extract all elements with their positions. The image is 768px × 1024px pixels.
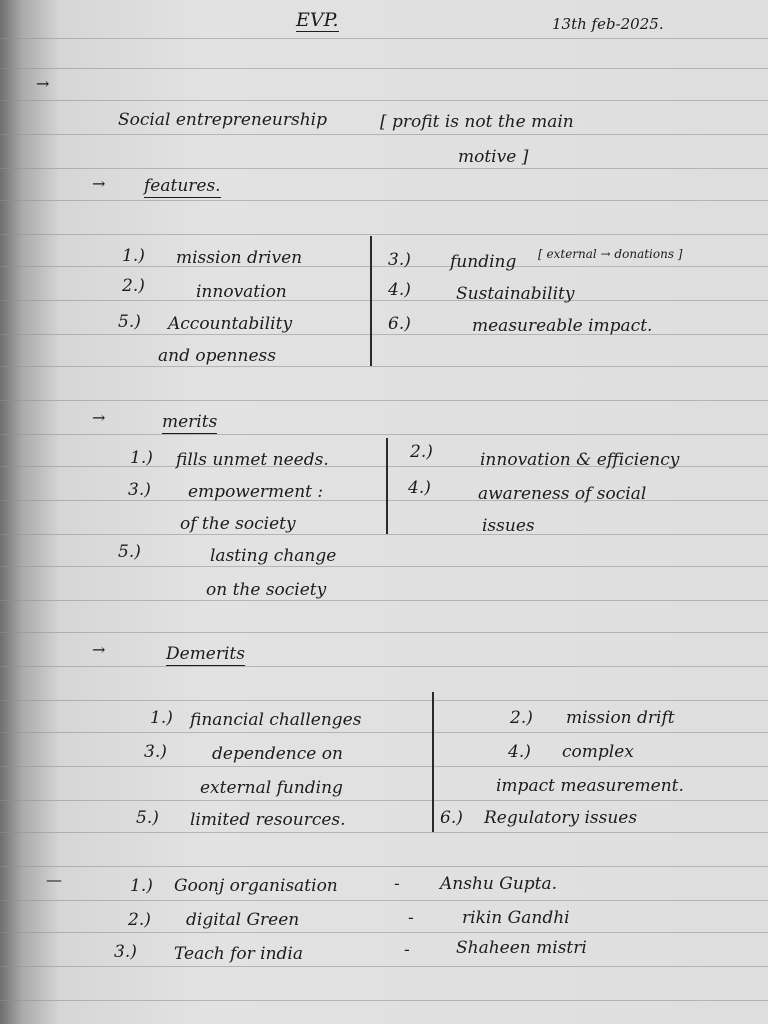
list-item: limited resources. (190, 810, 346, 830)
list-item: measureable impact. (472, 316, 653, 336)
arrow-icon: → (36, 74, 50, 93)
list-item: Regulatory issues (484, 808, 638, 828)
arrow-icon: — (46, 870, 62, 889)
column-divider (432, 692, 434, 832)
list-item: Accountability (168, 314, 293, 334)
list-item-cont: and openness (158, 346, 276, 366)
list-item-number: 5.) (118, 312, 141, 332)
list-item: innovation (196, 282, 287, 302)
list-item-cont: on the society (206, 580, 327, 600)
topic-note-cont: motive ] (458, 147, 529, 167)
list-item: funding (450, 252, 517, 272)
list-item-note: [ external → donations ] (538, 247, 683, 261)
list-item: mission driven (176, 248, 303, 268)
arrow-icon: → (92, 640, 106, 659)
list-item-number: 2.) (128, 910, 151, 930)
list-item: awareness of social (478, 484, 647, 504)
list-item-number: 4.) (388, 280, 411, 300)
subject-title: EVP. (296, 9, 339, 31)
example-founder: Anshu Gupta. (440, 874, 558, 894)
list-item-number: 1.) (150, 708, 173, 728)
note-date: 13th feb-2025. (552, 15, 664, 33)
list-item-number: 5.) (118, 542, 141, 562)
list-item-cont: of the society (180, 514, 296, 534)
list-item-number: 4.) (508, 742, 531, 762)
list-item-number: 3.) (144, 742, 167, 762)
example-organisation: Teach for india (174, 944, 303, 964)
list-item-cont: issues (482, 516, 535, 536)
list-item-number: 4.) (408, 478, 431, 498)
list-item: financial challenges (190, 710, 362, 730)
list-item-cont: impact measurement. (496, 776, 684, 796)
list-item: mission drift (566, 708, 675, 728)
list-item-number: 1.) (122, 246, 145, 266)
topic-heading: Social entrepreneurship (118, 110, 327, 130)
list-item-number: 2.) (122, 276, 145, 296)
list-item: fills unmet needs. (176, 450, 329, 470)
example-dash: - (408, 908, 414, 928)
list-item-cont: external funding (200, 778, 343, 798)
column-divider (370, 236, 372, 366)
example-founder: Shaheen mistri (456, 938, 587, 958)
arrow-icon: → (92, 408, 106, 427)
list-item-number: 3.) (128, 480, 151, 500)
list-item-number: 5.) (136, 808, 159, 828)
list-item-number: 2.) (510, 708, 533, 728)
list-item: empowerment : (188, 482, 324, 502)
example-organisation: digital Green (186, 910, 300, 930)
list-item-number: 2.) (410, 442, 433, 462)
list-item-number: 3.) (114, 942, 137, 962)
example-dash: - (404, 940, 410, 960)
example-dash: - (394, 874, 400, 894)
list-item-number: 3.) (388, 250, 411, 270)
list-item: lasting change (210, 546, 337, 566)
example-organisation: Goonj organisation (174, 876, 338, 896)
list-item: innovation & efficiency (480, 450, 680, 470)
example-founder: rikin Gandhi (462, 908, 570, 928)
list-item: Sustainability (456, 284, 575, 304)
list-item-number: 6.) (388, 314, 411, 334)
arrow-icon: → (92, 174, 106, 193)
list-item-number: 1.) (130, 876, 153, 896)
demerits-heading: Demerits (166, 644, 245, 664)
merits-heading: merits (162, 412, 218, 432)
list-item: complex (562, 742, 634, 762)
list-item-number: 6.) (440, 808, 463, 828)
column-divider (386, 438, 388, 534)
topic-note: [ profit is not the main (380, 112, 574, 132)
list-item-number: 1.) (130, 448, 153, 468)
list-item: dependence on (212, 744, 343, 764)
features-heading: features. (144, 176, 221, 196)
